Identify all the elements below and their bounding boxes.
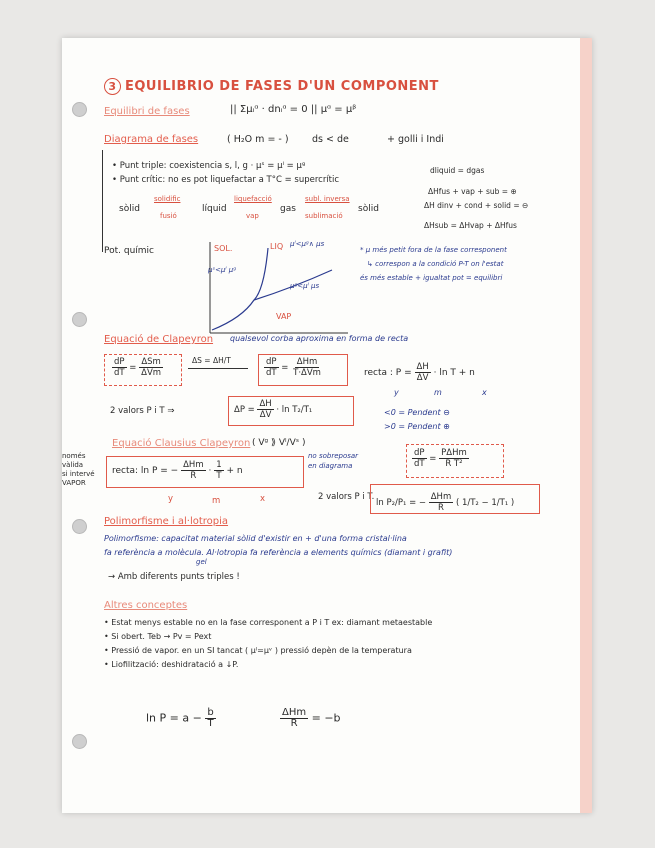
punt-critic: • Punt crític: no es pot liquefactar a T°C = supercrític: [112, 175, 340, 185]
binder-hole: [72, 312, 87, 327]
clausius-x: x: [260, 494, 266, 504]
clausius-y: y: [168, 494, 174, 504]
frac-pdh: PΔHm: [441, 448, 467, 458]
clausius-eq-3: [376, 492, 514, 513]
clausius-lnp: ln P₂/P₁ = −: [376, 498, 427, 508]
bottom-lnp: ln P = a −: [146, 711, 202, 725]
phase-gas: gas: [280, 204, 296, 214]
graph-vap: VAP: [276, 312, 292, 321]
clap-eq-2: $\frac{dP}{dT}$ = $\frac{\text{ΔHm}}{\text{T·ΔVm}}$: [266, 357, 321, 378]
binder-hole: [72, 102, 87, 117]
frac-clausius-dhm-2: ΔHm: [430, 492, 452, 502]
dliquid-dgas: dliquid = dgas: [430, 166, 485, 175]
frac-bt: T: [207, 718, 214, 729]
altres-line-1: • Estat menys estable no en la fase corresponent a P i T ex: diamant metaestable: [104, 618, 433, 627]
frac-dh: ΔH: [416, 362, 429, 372]
dh-positive: ΔHfus + vap + sub = ⊕: [428, 187, 517, 196]
clap-m: m: [434, 388, 442, 397]
frac-clausius-r: R: [190, 471, 197, 481]
frac-bottom-dhm: ΔHm: [282, 707, 307, 718]
frac-dvm: ΔVm: [141, 368, 162, 378]
clap-recta: [364, 362, 475, 383]
poli-line-2: fa referència a molècula. Al·lotropia fa referència a elements químics (diamant i grafit): [104, 548, 453, 557]
dh-sub: ΔHsub = ΔHvap + ΔHfus: [424, 221, 517, 230]
altres-line-4: • Liofilització: deshidratació a ↓P.: [104, 660, 239, 669]
clap-arrow: [188, 368, 248, 369]
note-2: ↳ correspon a la condició P-T on l'estat: [367, 260, 504, 268]
diagrama-heading: Diagrama de fases: [104, 134, 199, 145]
diagrama-golli: + golli i Indi: [387, 134, 444, 145]
clapeyron-heading: Equació de Clapeyron: [104, 334, 214, 345]
clap-eq-3: [234, 399, 312, 420]
frac-dp-2: dP: [266, 357, 277, 367]
clausius-recta-label: recta: ln P = −: [112, 466, 179, 476]
arrow3-top: subl. inversa: [305, 195, 350, 203]
poli-gel: gel: [196, 558, 207, 566]
side-note-2: vàlida: [62, 461, 84, 469]
graph-label-1: μˡ<μᵍ∧ μs: [290, 240, 325, 248]
frac-clausius-r-2: R: [438, 503, 444, 513]
phase-liquid: líquid: [202, 204, 227, 214]
frac-clausius-dhm: ΔHm: [183, 460, 204, 470]
clap-ds-eq: ΔS = ΔH/T: [192, 356, 231, 365]
clausius-m: m: [212, 496, 221, 506]
clausius-recta: recta: ln P = − $\frac{\text{ΔHm}}{R}$ · $\frac{1}{T}$ + n: [112, 460, 243, 481]
clap-eq-1: $\frac{dP}{dT}$ = $\frac{\text{ΔSm}}{\text{ΔVm}}$: [114, 357, 162, 378]
title-number: 3: [104, 78, 121, 95]
side-note-1: només: [62, 452, 86, 460]
note-1: * μ més petit fora de la fase corresponent: [360, 246, 507, 254]
title-text: EQUILIBRIO DE FASES D'UN COMPONENT: [125, 79, 439, 94]
arrow2-bottom: vap: [246, 212, 259, 220]
frac-rt2: R T²: [445, 459, 463, 469]
altres-line-3: • Pressió de vapor. en un SI tancat ( μˡ=μᵛ ) pressió depèn de la temperatura: [104, 646, 412, 655]
clausius-arrow-1: no sobreposar: [308, 452, 359, 460]
clausius-cond: ( Vᵍ ⟫ Vˡ/Vˢ ): [252, 438, 306, 448]
clapeyron-desc: qualsevol corba aproxima en forma de recta: [230, 334, 409, 343]
frac-tdvm: T·ΔVm: [293, 368, 321, 378]
frac-t: T: [216, 471, 222, 481]
clap-y: y: [394, 388, 399, 397]
punt-triple: • Punt triple: coexistencia s, l, g · μˢ = μˡ = μᵍ: [112, 161, 306, 171]
graph-sol: SOL.: [214, 244, 233, 253]
frac-dhm: ΔHm: [296, 357, 318, 367]
clap-recta-label: recta : P =: [364, 368, 412, 378]
phase-diagram-sketch: [202, 238, 352, 338]
diagrama-water: ( H₂O m = - ): [227, 134, 289, 145]
binder-hole: [72, 734, 87, 749]
side-note-4: VAPOR: [62, 479, 86, 487]
frac-one: 1: [216, 460, 222, 470]
eq-fases-heading: Equilibri de fases: [104, 106, 190, 117]
clap-dos-valors: 2 valors P i T ⇒: [110, 406, 175, 416]
notebook-page: [62, 38, 592, 813]
frac-dv: ΔV: [416, 373, 429, 383]
eq-fases-formula: || Σμᵢᵅ · dnᵢᵅ = 0 || μᵅ = μᵝ: [230, 104, 357, 115]
bottom-eq: = −b: [311, 711, 341, 725]
clap-x: x: [482, 388, 487, 397]
clap-neg: <0 = Pendent ⊖: [384, 408, 450, 417]
clausius-dos: 2 valors P i T.: [318, 492, 375, 502]
bottom-eq-1: [146, 708, 216, 729]
arrow1-bottom: fusió: [160, 212, 177, 220]
clausius-paren: ( 1/T₂ − 1/T₁ ): [455, 498, 515, 508]
frac-clausius-dp: dP: [414, 448, 425, 458]
phase-solid-2: sòlid: [358, 204, 379, 214]
clausius-n: + n: [226, 466, 243, 476]
page-title: [104, 78, 439, 95]
frac-bottom-r: R: [290, 718, 298, 729]
poli-line-1: Polimorfisme: capacitat material sòlid d'existir en + d'una forma cristal·lina: [104, 534, 407, 543]
arrow1-top: solidific: [154, 195, 181, 203]
graph-label-3: μᵍ<μˡ μs: [290, 282, 320, 290]
poli-heading: Polimorfisme i al·lotropia: [104, 516, 229, 527]
frac-b: b: [207, 707, 214, 718]
side-note-3: si intervé: [62, 470, 95, 478]
dh-negative: ΔH dinv + cond + solid = ⊖: [424, 201, 529, 210]
binder-hole: [72, 519, 87, 534]
altres-line-2: • Si obert. Teb → Pv = Pext: [104, 632, 212, 641]
arrow3-bottom: sublimació: [305, 212, 343, 220]
frac-dsm: ΔSm: [141, 357, 161, 367]
frac-dp: dP: [114, 357, 125, 367]
note-3: és més estable + igualtat pot = equilibri: [360, 274, 503, 282]
bottom-eq-2: [280, 708, 341, 729]
frac-dt-2: dT: [266, 368, 277, 378]
pot-quimic: Pot. químic: [104, 246, 154, 256]
frac-dt: dT: [114, 368, 125, 378]
clap-ln2: · ln T₂/T₁: [276, 405, 313, 415]
bracket-line: [102, 150, 104, 252]
frac-dv2: ΔV: [259, 410, 272, 420]
clausius-heading: Equació Clausius Clapeyron: [112, 438, 251, 449]
margin-tape: [580, 38, 592, 813]
clausius-arrow-2: en diagrama: [308, 462, 353, 470]
clap-pos: >0 = Pendent ⊕: [384, 422, 450, 431]
diagrama-ds: ds < de: [312, 134, 349, 145]
phase-solid: sòlid: [119, 204, 140, 214]
frac-dh2: ΔH: [259, 399, 272, 409]
clausius-eq-2: $\frac{dP}{dT}$ = $\frac{\text{PΔHm}}{\text{R T²}}$: [414, 448, 467, 469]
clap-dp2: ΔP =: [234, 405, 255, 415]
graph-label-2: μˢ<μˡ μᵍ: [208, 266, 237, 274]
altres-heading: Altres conceptes: [104, 600, 188, 611]
graph-liq: LIQ: [270, 242, 284, 251]
arrow2-top: liquefacció: [234, 195, 272, 203]
poli-line-3: → Amb diferents punts triples !: [108, 572, 240, 582]
frac-clausius-dt: dT: [414, 459, 425, 469]
clap-lnt: · ln T + n: [433, 368, 475, 378]
